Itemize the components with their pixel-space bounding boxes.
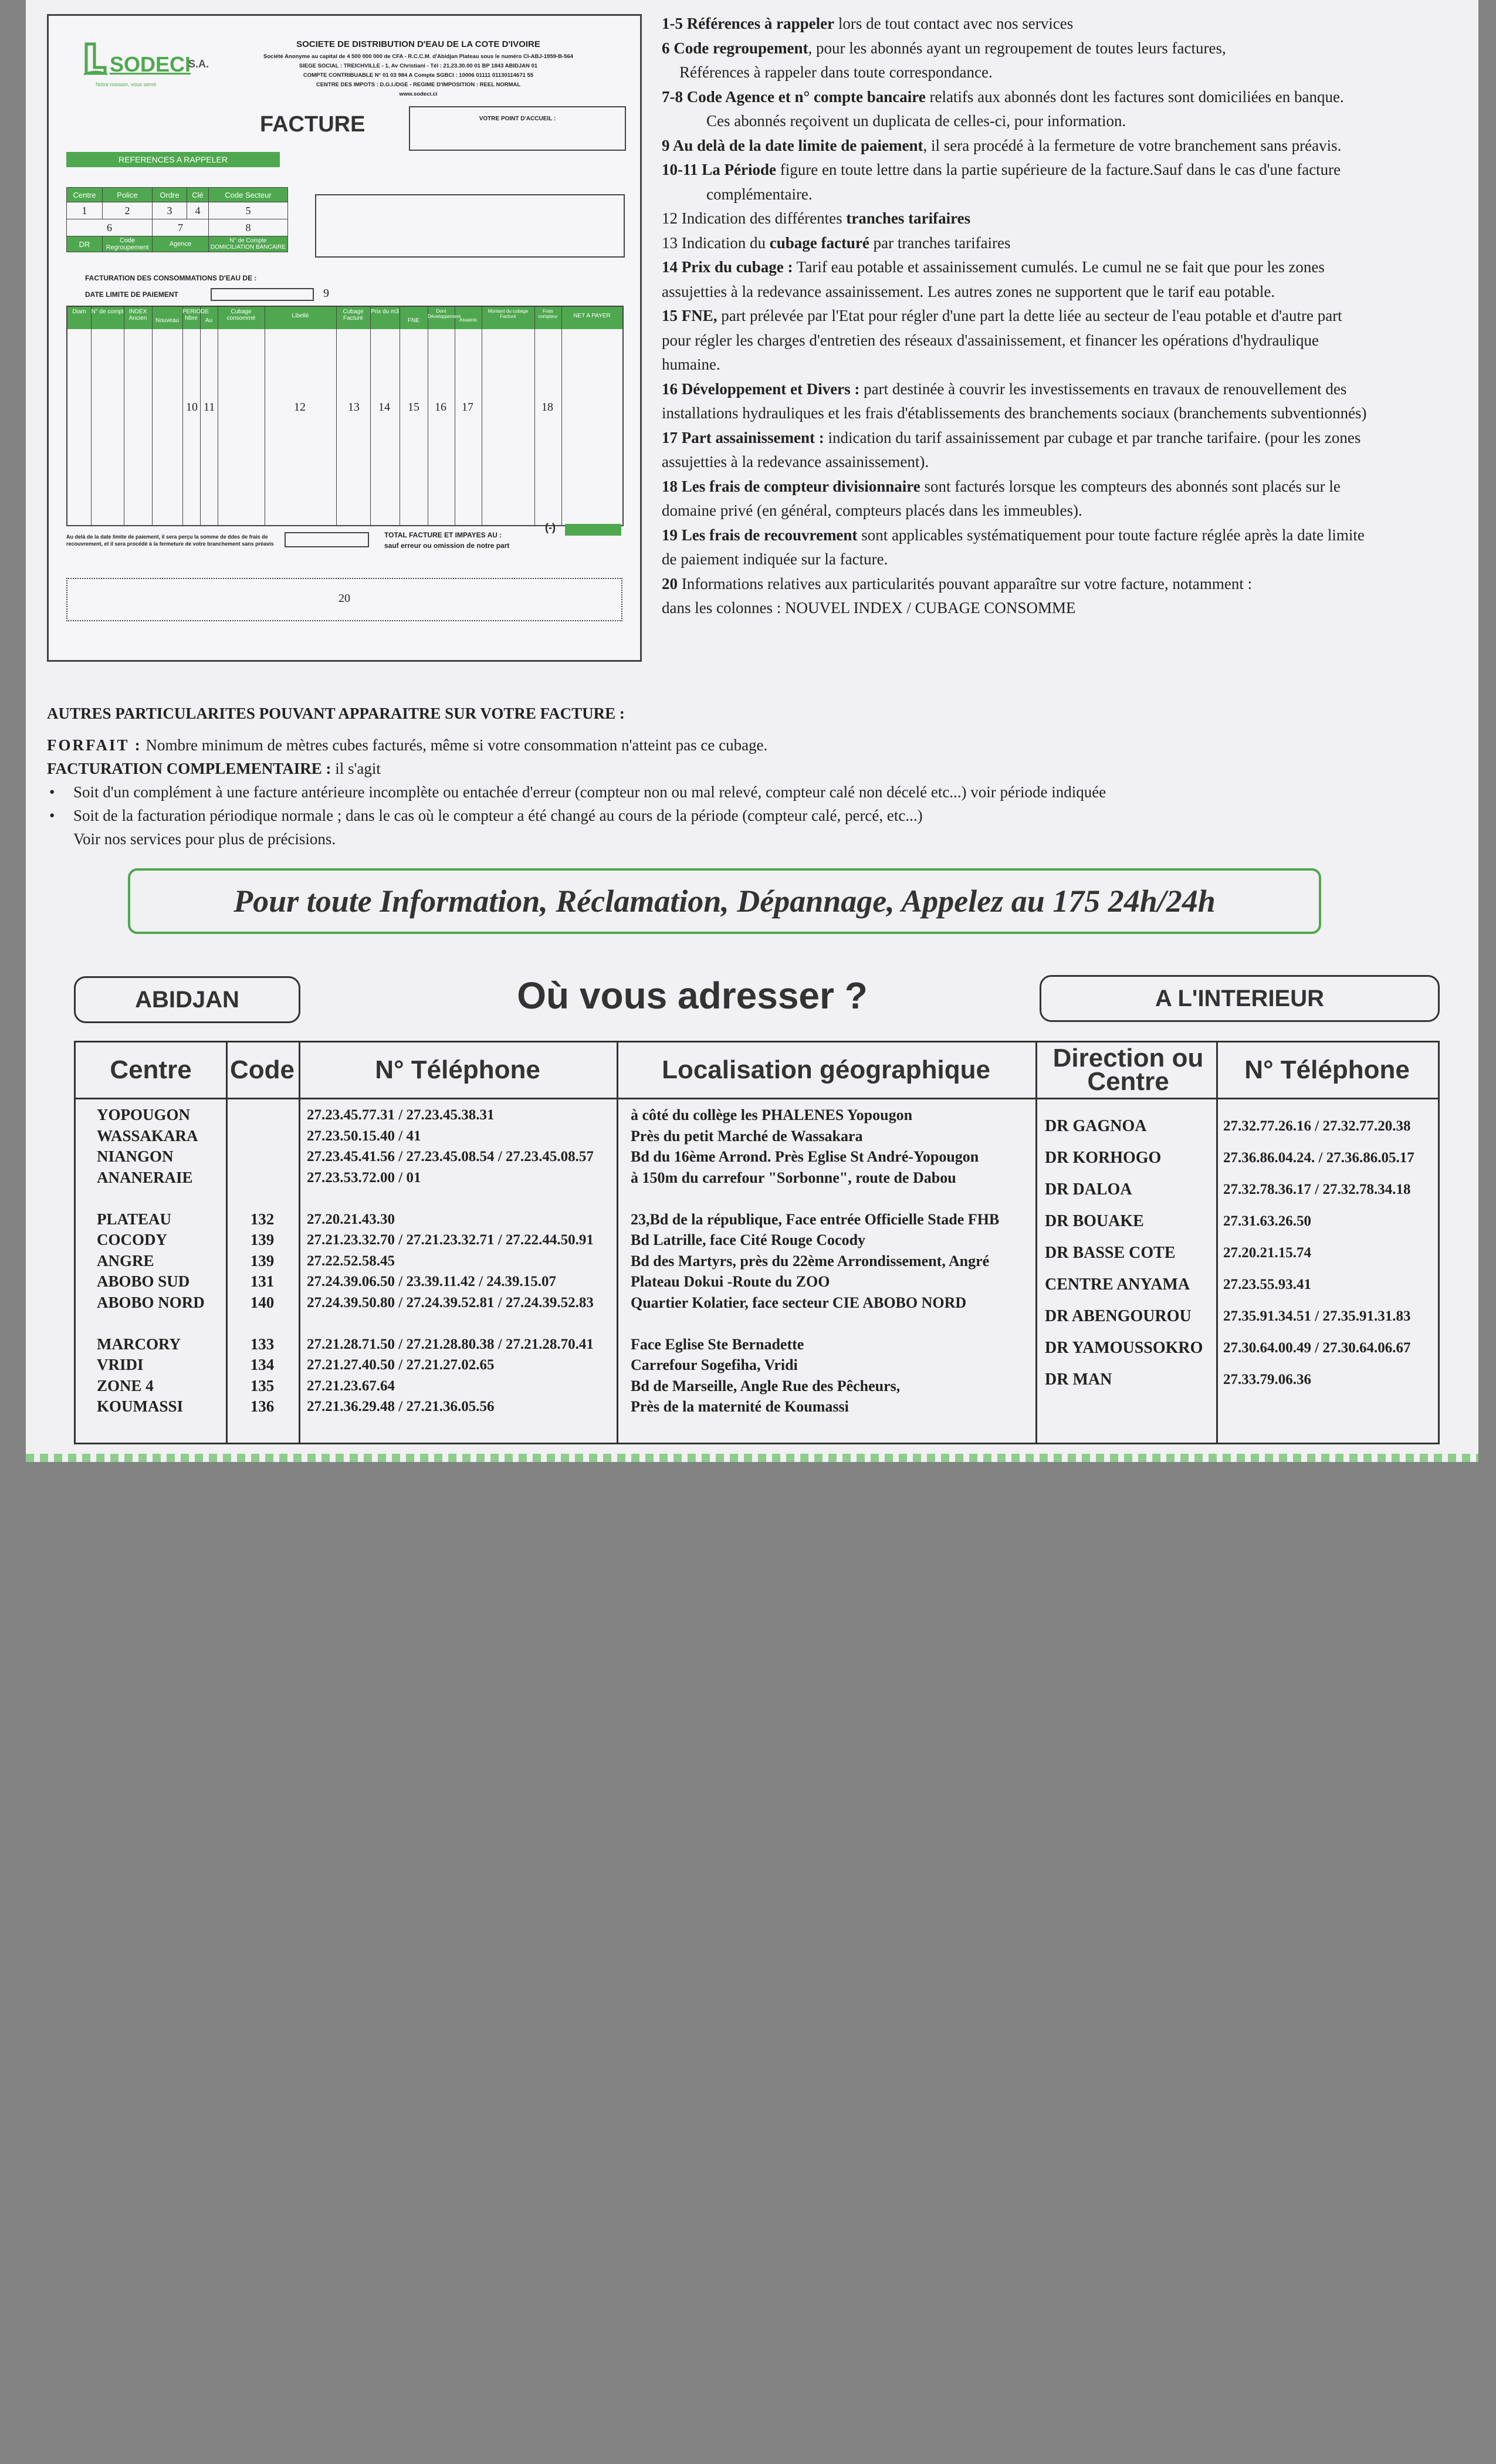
contact-code: 135 xyxy=(250,1376,275,1395)
contact-loc: Bd Latrille, face Cité Rouge Cocody xyxy=(631,1231,866,1248)
total-label: TOTAL FACTURE ET IMPAYES AU : xyxy=(384,531,502,539)
contact-loc: Près de la maternité de Koumassi xyxy=(631,1398,849,1415)
contact-loc: Carrefour Sogefiha, Vridi xyxy=(631,1356,798,1373)
tel2-column xyxy=(1223,1111,1414,1396)
bullet-periodique: • Soit de la facturation périodique normale ; dans le cas où le compteur a été changé au cours de la période (compteur calé, percé, etc...) xyxy=(47,804,1455,827)
company-lines: Société Anonyme au capital de 4 500 000 000 de CFA - R.C.C.M. d'Abidjan Plateau sous le numéro CI-ABJ-1959-B-564 SIEGE SOCIAL : TREICHVILLE - 1, Av Christiani - Tél : 21.23.30.00 01 BP 1843 ABIDJAN 01 COMPTE CONTRIBUABLE N° 01 03 984 A Compte SGBCI : 10006 01111 01130114671 55 CENTRE DES IMPOTS : D.G.I./DGE - REGIME D'IMPOSITION : REEL NORMAL www.sodeci.ci xyxy=(263,53,573,97)
abidjan-pill: ABIDJAN xyxy=(74,976,300,1023)
direction-column xyxy=(1045,1111,1203,1396)
contact-code: 139 xyxy=(250,1231,275,1248)
note-line: 10-11 La Période figure en toute lettre dans la partie supérieure de la facture.Sauf dans le cas d'une facture xyxy=(662,161,1341,178)
contacts-table xyxy=(74,1041,1440,1444)
references-label: REFERENCES A RAPPELER xyxy=(66,152,280,167)
contact-centre: WASSAKARA xyxy=(97,1126,198,1145)
perforation-edge xyxy=(26,1454,1478,1462)
brand-suffix: S.A. xyxy=(188,58,209,70)
note-line: 1-5 Références à rappeler lors de tout contact avec nos services xyxy=(662,15,1074,32)
note-line: de paiement indiquée sur la facture. xyxy=(662,550,888,568)
note-line: 6 Code regroupement, pour les abonnés ayant un regroupement de toutes leurs factures, xyxy=(662,39,1226,57)
interieur-tel: 27.30.64.00.49 / 27.30.64.06.67 xyxy=(1223,1340,1411,1356)
contact-loc: 23,Bd de la république, Face entrée Officielle Stade FHB xyxy=(631,1210,1000,1228)
interieur-direction: DR MAN xyxy=(1045,1370,1112,1389)
interieur-direction: DR DALOA xyxy=(1045,1180,1132,1199)
interieur-tel: 27.31.63.26.50 xyxy=(1223,1213,1311,1229)
contact-tel: 27.23.45.77.31 / 27.23.45.38.31 xyxy=(307,1107,495,1123)
autres-title: AUTRES PARTICULARITES POUVANT APPARAITRE SUR VOTRE FACTURE : xyxy=(47,705,625,722)
centre-column xyxy=(97,1105,205,1417)
interieur-tel: 27.33.79.06.36 xyxy=(1223,1372,1311,1387)
contact-loc: Bd du 16ème Arrond. Près Eglise St André-Yopougon xyxy=(631,1148,979,1165)
references-table: Centre Police Ordre Clé Code Secteur 1 2 3 4 5 6 7 8 DR Code Regroupement Agence N° de Compte DOMICILIATION BANCAIRE xyxy=(66,187,288,252)
note-line: domaine privé (en général, compteurs placés dans les immeubles). xyxy=(662,502,1082,519)
contact-loc: Quartier Kolatier, face secteur CIE ABOBO NORD xyxy=(631,1294,967,1311)
header-centre: Centre xyxy=(110,1055,192,1084)
date-limite-box xyxy=(211,288,314,301)
note-line: 9 Au delà de la date limite de paiement, il sera procédé à la fermeture de votre branchement sans préavis. xyxy=(662,136,1342,154)
contact-centre: KOUMASSI xyxy=(97,1397,184,1415)
contact-code xyxy=(226,1146,299,1167)
contact-centre: ZONE 4 xyxy=(97,1376,154,1395)
contact-centre: COCODY xyxy=(97,1231,167,1248)
contact-tel: 27.24.39.06.50 / 23.39.11.42 / 24.39.15.07 xyxy=(307,1274,557,1289)
header-direction: Direction ou Centre xyxy=(1052,1044,1204,1096)
late-fee-box xyxy=(285,532,369,547)
interieur-direction: CENTRE ANYAMA xyxy=(1045,1275,1190,1294)
contact-code: 133 xyxy=(250,1335,275,1353)
contact-code: 134 xyxy=(250,1356,275,1373)
note-line: 13 Indication du cubage facturé par tranches tarifaires xyxy=(662,233,1011,252)
interieur-tel: 27.32.77.26.16 / 27.32.77.20.38 xyxy=(1223,1118,1411,1134)
contact-loc: Face Eglise Ste Bernadette xyxy=(631,1335,804,1353)
contact-centre: ABOBO SUD xyxy=(97,1272,190,1290)
contact-centre: PLATEAU xyxy=(97,1210,172,1228)
note-line: assujetties à la redevance assainissement. Les autres zones ne supportent que le tarif eau potable. xyxy=(662,282,1275,300)
interieur-tel: 27.32.78.36.17 / 27.32.78.34.18 xyxy=(1223,1182,1411,1197)
brand-name: SODECI xyxy=(110,52,191,76)
header-code: Code xyxy=(230,1055,295,1084)
invoice-title: FACTURE xyxy=(260,112,365,137)
contact-centre: YOPOUGON xyxy=(97,1106,190,1123)
contact-code: 140 xyxy=(250,1293,275,1311)
contact-centre: MARCORY xyxy=(97,1335,181,1353)
minus-label: (-) xyxy=(545,522,556,533)
contact-tel: 27.24.39.50.80 / 27.24.39.52.81 / 27.24.39.52.83 xyxy=(307,1294,594,1311)
note-line: 16 Développement et Divers : part destinée à couvrir les investissements en travaux de renouvellement des xyxy=(662,380,1347,398)
contact-tel: 27.21.36.29.48 / 27.21.36.05.56 xyxy=(307,1399,495,1414)
note-line: dans les colonnes : NOUVEL INDEX / CUBAGE CONSOMME xyxy=(662,599,1076,617)
contact-tel: 27.21.27.40.50 / 27.21.27.02.65 xyxy=(307,1357,495,1373)
interieur-tel: 27.35.91.34.51 / 27.35.91.31.83 xyxy=(1223,1308,1411,1324)
note-line: 17 Part assainissement : indication du tarif assainissement par cubage et par tranche tarifaire. (pour les zones xyxy=(662,428,1361,446)
contact-centre: ABOBO NORD xyxy=(97,1293,205,1311)
ou-vous-adresser-title: Où vous adresser ? xyxy=(517,974,868,1017)
point-accueil-box: VOTRE POINT D'ACCUEIL : xyxy=(409,106,626,151)
tel-column xyxy=(307,1105,594,1417)
interieur-direction: DR YAMOUSSOKRO xyxy=(1045,1339,1203,1357)
contact-centre: ANANERAIE xyxy=(97,1168,193,1186)
note-line: humaine. xyxy=(662,356,720,373)
interieur-direction: DR BOUAKE xyxy=(1045,1212,1144,1230)
sodeci-logo-icon xyxy=(83,42,109,77)
autres-section: AUTRES PARTICULARITES POUVANT APPARAITRE SUR VOTRE FACTURE : FORFAIT : Nombre minimum de mètres cubes facturés, même si votre consommation n'atteint pas ce cubage. FACTURATION COMPLEMENTAIRE : il s'agit • Soit d'un complément à une facture antérieure incomplète ou entachée d'erreur (compteur non ou mal relevé, compteur calé non décelé etc...) voir période indiquée • Soit de la facturation périodique normale ; dans le cas où le compteur a été changé au cours de la période (compteur calé, percé, etc...) Voir nos services pour plus de précisions. xyxy=(47,702,1455,851)
contact-tel: 27.20.21.43.30 xyxy=(307,1211,395,1227)
contact-tel: 27.23.45.41.56 / 27.23.45.08.54 / 27.23.45.08.57 xyxy=(307,1149,594,1165)
contact-code: 131 xyxy=(250,1272,275,1290)
note-line: Références à rappeler dans toute correspondance. xyxy=(679,63,993,81)
note-line: Ces abonnés reçoivent un duplicata de celles-ci, pour information. xyxy=(706,112,1126,130)
contact-tel: 27.23.53.72.00 / 01 xyxy=(307,1169,421,1186)
header-tel: N° Téléphone xyxy=(375,1055,540,1084)
brand-tagline: Notre mission, vous servir xyxy=(96,82,157,87)
note-line: 14 Prix du cubage : Tarif eau potable et assainissement cumulés. Le cumul ne se fait que pour les zones xyxy=(662,258,1325,276)
contact-centre: VRIDI xyxy=(97,1356,144,1373)
info-banner: Pour toute Information, Réclamation, Dépannage, Appelez au 175 24h/24h xyxy=(128,868,1321,934)
code-column xyxy=(226,1105,299,1417)
note-line: 19 Les frais de recouvrement sont applicables systématiquement pour toute facture réglée après la date limite xyxy=(662,526,1365,544)
contact-loc: Bd des Martyrs, près du 22ème Arrondissement, Angré xyxy=(631,1252,990,1270)
note-line: pour régler les charges d'entretien des réseaux d'assainissement, et financer les opérations d'hydraulique xyxy=(662,331,1319,349)
interieur-tel: 27.23.55.93.41 xyxy=(1223,1277,1311,1292)
note-line: complémentaire. xyxy=(706,185,813,203)
contact-tel: 27.21.28.71.50 / 27.21.28.80.38 / 27.21.28.70.41 xyxy=(307,1336,594,1352)
contact-tel: 27.21.23.67.64 xyxy=(307,1377,395,1394)
header-localisation: Localisation géographique xyxy=(662,1055,990,1084)
note-line: 20 Informations relatives aux particularités pouvant apparaître sur votre facture, notamment : xyxy=(662,574,1253,593)
note-line: 7-8 Code Agence et n° compte bancaire relatifs aux abonnés dont les factures sont domiciliées en banque. xyxy=(662,87,1344,106)
note-line: assujetties à la redevance assainissement). xyxy=(662,453,929,471)
bullet-complement: • Soit d'un complément à une facture antérieure incomplète ou entachée d'erreur (compteur non ou mal relevé, compteur calé non décelé etc...) voir période indiquée xyxy=(47,780,1455,804)
interieur-tel: 27.36.86.04.24. / 27.36.86.05.17 xyxy=(1223,1150,1414,1166)
interieur-pill: A L'INTERIEUR xyxy=(1040,975,1440,1022)
interieur-direction: DR BASSE COTE xyxy=(1045,1244,1176,1262)
late-payment-note: Au delà de la date limite de paiement, il sera perçu la somme de ddes de frais de recouvrement, et il sera procédé à la fermeture de votre branchement sans préavis xyxy=(66,534,274,547)
total-sub: sauf erreur ou omission de notre part xyxy=(384,541,510,550)
interieur-tel: 27.20.21.15.74 xyxy=(1223,1245,1311,1261)
net-total-bar xyxy=(565,524,621,536)
date-limite-num: 9 xyxy=(323,287,329,300)
contact-centre: ANGRE xyxy=(97,1251,154,1270)
address-box xyxy=(315,194,625,258)
contact-code xyxy=(226,1105,299,1126)
contact-tel: 27.22.52.58.45 xyxy=(307,1253,395,1269)
invoice-model xyxy=(47,14,642,662)
contact-code: 136 xyxy=(250,1397,275,1415)
localisation-column xyxy=(631,1105,999,1417)
contact-loc: Près du petit Marché de Wassakara xyxy=(631,1127,863,1145)
note-line: 12 Indication des différentes tranches tarifaires xyxy=(662,209,971,227)
date-limite-label: DATE LIMITE DE PAIEMENT xyxy=(85,290,178,299)
interieur-direction: DR KORHOGO xyxy=(1045,1149,1162,1167)
info-box: 20 xyxy=(66,578,622,621)
note-line: 18 Les frais de compteur divisionnaire sont facturés lorsque les compteurs des abonnés sont placés sur le xyxy=(662,477,1341,495)
contact-tel: 27.23.50.15.40 / 41 xyxy=(307,1128,421,1144)
contact-code: 139 xyxy=(250,1251,275,1270)
contact-loc: à côté du collège les PHALENES Yopougon xyxy=(631,1106,913,1123)
facturation-label: FACTURATION DES CONSOMMATIONS D'EAU DE : xyxy=(85,274,257,282)
contact-code xyxy=(226,1126,299,1147)
contact-loc: Plateau Dokui -Route du ZOO xyxy=(631,1273,830,1290)
contact-tel: 27.21.23.32.70 / 27.21.23.32.71 / 27.22.44.50.91 xyxy=(307,1232,594,1248)
interieur-direction: DR GAGNOA xyxy=(1045,1117,1147,1135)
contact-code: 132 xyxy=(250,1210,275,1228)
contact-code xyxy=(226,1167,299,1189)
company-name: SOCIETE DE DISTRIBUTION D'EAU DE LA COTE D'IVOIRE xyxy=(296,39,540,49)
contact-loc: à 150m du carrefour "Sorbonne", route de Dabou xyxy=(631,1169,956,1186)
note-line: installations hydrauliques et les frais d'établissements des branchements sociaux (branchements subventionnés) xyxy=(662,404,1367,422)
header-tel2: N° Téléphone xyxy=(1244,1055,1410,1084)
invoice-columns: Diam N° de compt INDEX Ancien Nouveau PERIODE Nbre Au Cubage consommé Libellé Cubage Facturé Prix du m3 FNE Dont Développement Assainis Montant du cubage Facturé Frais compteur NET A PAYER 10 11 12 13 14 15 16 17 18 xyxy=(66,306,624,526)
contact-centre: NIANGON xyxy=(97,1148,174,1165)
interieur-direction: DR ABENGOUROU xyxy=(1045,1307,1192,1325)
note-line: 15 FNE, part prélevée par l'Etat pour régler d'une part la dette liée au secteur de l'eau potable et d'autre part xyxy=(662,307,1342,324)
contact-loc: Bd de Marseille, Angle Rue des Pêcheurs, xyxy=(631,1377,901,1395)
notes-list xyxy=(662,12,1460,621)
